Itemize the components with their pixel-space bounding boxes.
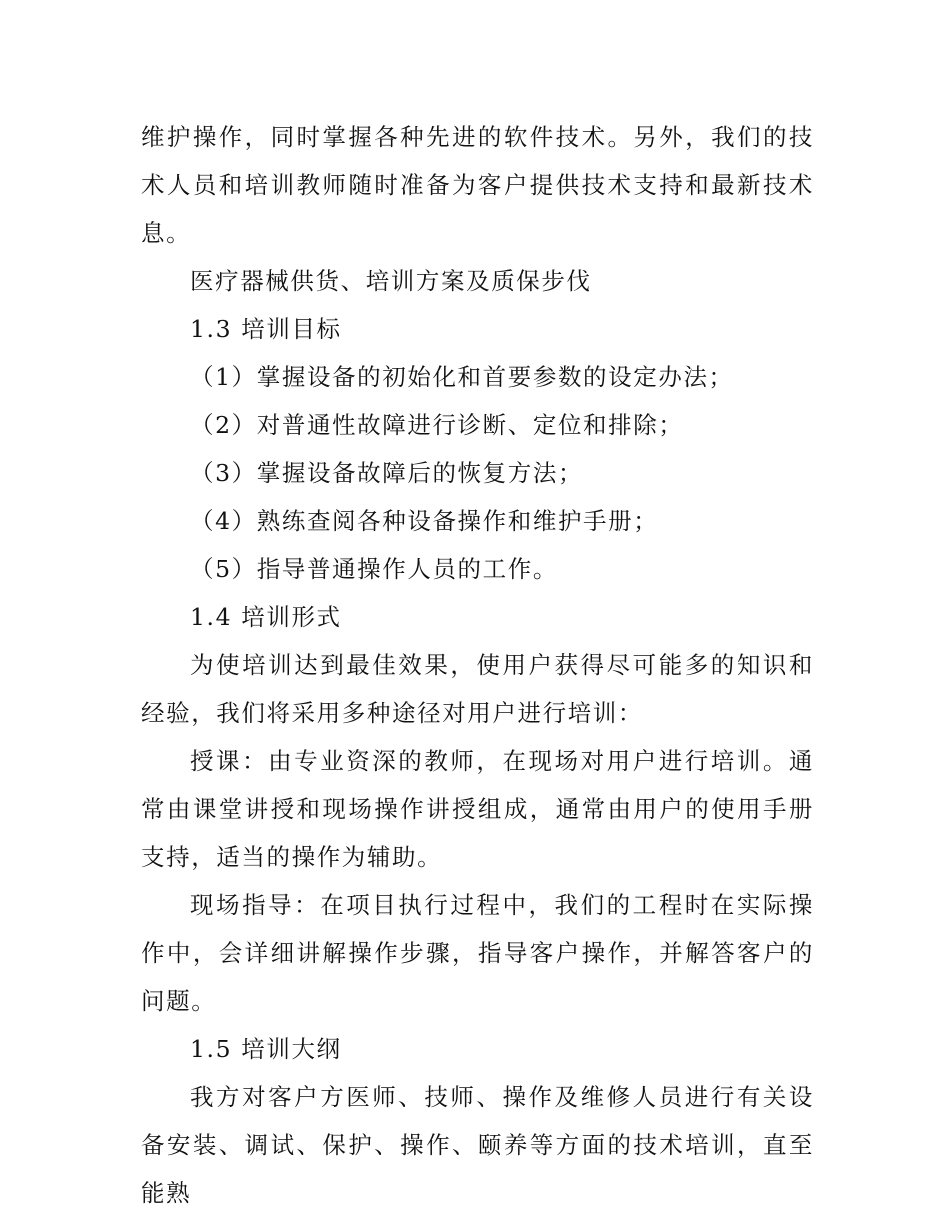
paragraph-onsite-guidance: 现场指导：在项目执行过程中，我们的工程时在实际操作中，会详细讲解操作步骤，指导客户操作，并解答客户的问题。 bbox=[141, 891, 814, 1015]
heading-training-goals: 1.3 培训目标 bbox=[190, 315, 342, 343]
paragraph-maintenance-support: 维护操作，同时掌握各种先进的软件技术。另外，我们的技术人员和培训教师随时准备为客户提供技术支持和最新技术息。 bbox=[141, 123, 814, 247]
paragraph-section-title: 医疗器械供货、培训方案及质保步伐 bbox=[190, 267, 592, 295]
list-item-goal-4: （4）熟练查阅各种设备操作和维护手册； bbox=[190, 507, 659, 535]
paragraph-training-outline: 我方对客户方医师、技师、操作及维修人员进行有关设备安装、调试、保护、操作、颐养等方面的技术培训，直至能熟 bbox=[141, 1083, 814, 1207]
paragraph-training-methods: 为使培训达到最佳效果，使用户获得尽可能多的知识和经验，我们将采用多种途径对用户进行培训： bbox=[141, 651, 814, 727]
list-item-goal-1: （1）掌握设备的初始化和首要参数的设定办法； bbox=[190, 363, 734, 391]
list-item-goal-3: （3）掌握设备故障后的恢复方法； bbox=[190, 459, 584, 487]
paragraph-lecture: 授课：由专业资深的教师，在现场对用户进行培训。通常由课堂讲授和现场操作讲授组成，通常由用户的使用手册支持，适当的操作为辅助。 bbox=[141, 747, 814, 871]
list-item-goal-2: （2）对普通性故障进行诊断、定位和排除； bbox=[190, 411, 684, 439]
heading-training-outline: 1.5 培训大纲 bbox=[190, 1035, 342, 1063]
heading-training-format: 1.4 培训形式 bbox=[190, 603, 342, 631]
document-body bbox=[141, 113, 814, 1217]
list-item-goal-5: （5）指导普通操作人员的工作。 bbox=[190, 555, 558, 583]
